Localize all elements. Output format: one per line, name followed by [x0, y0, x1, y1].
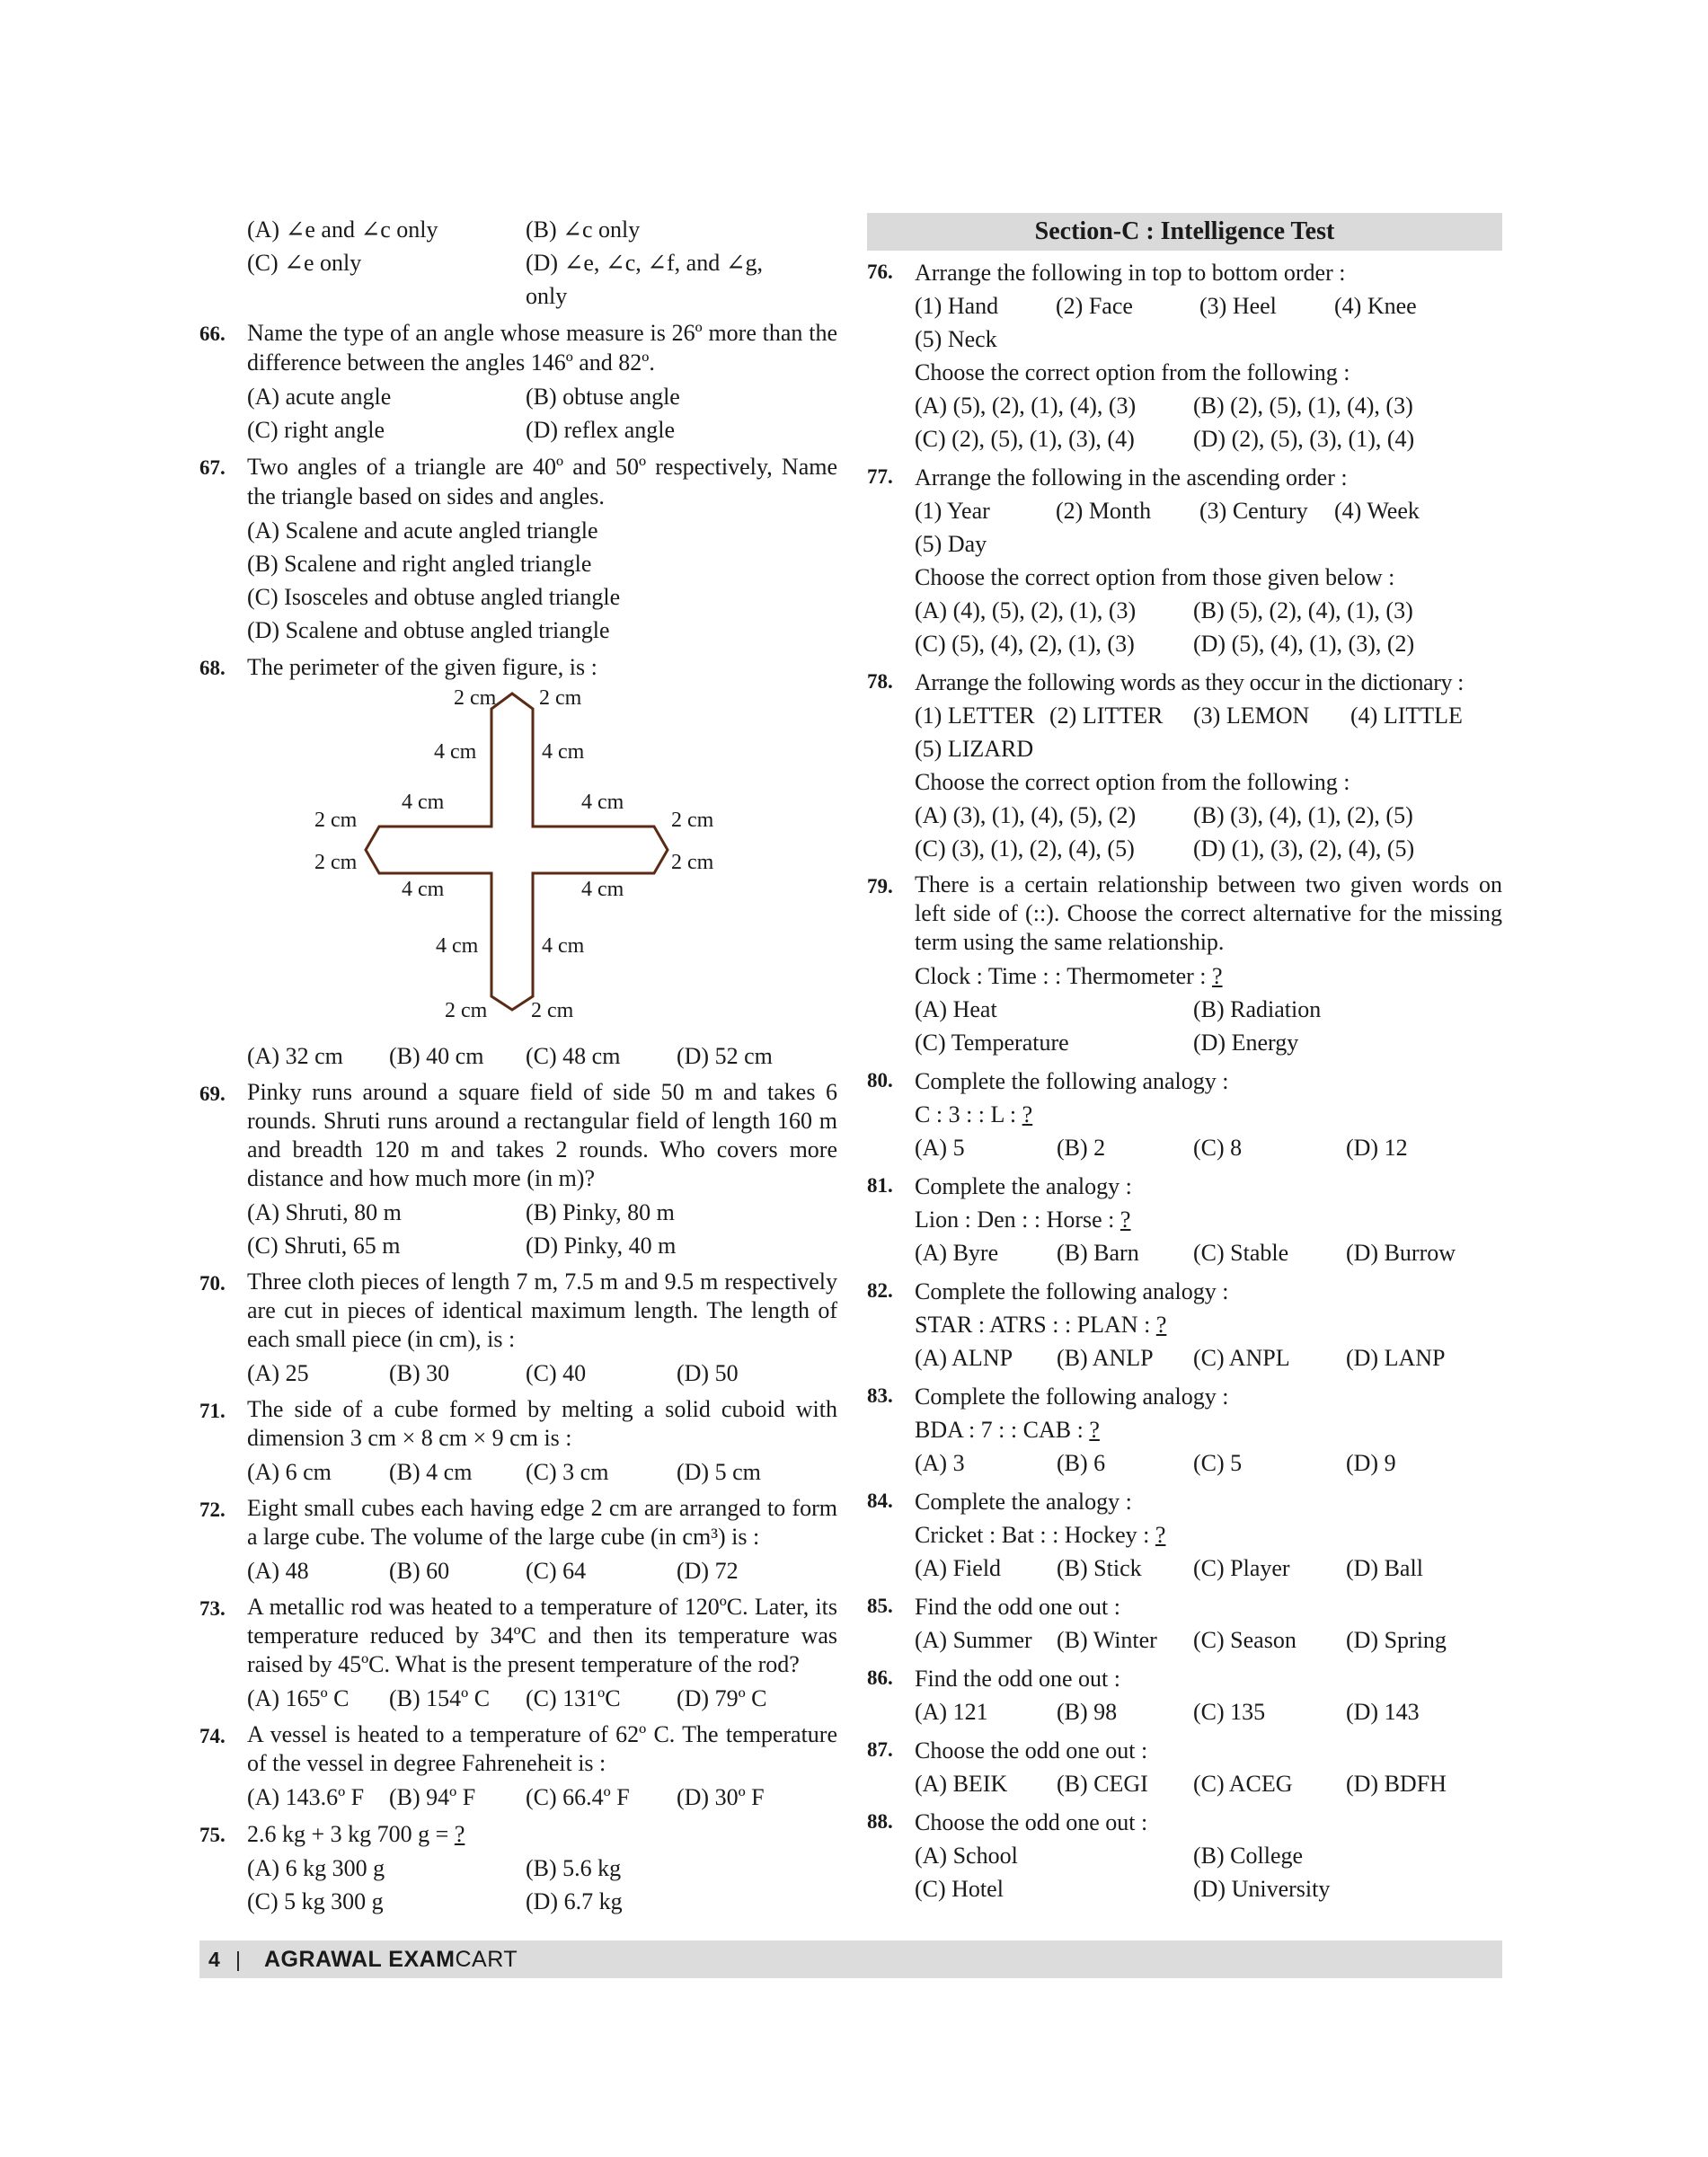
question-number: 88.	[867, 1810, 893, 1833]
option-d: (D) BDFH	[1346, 1771, 1447, 1797]
answer-blank: ?	[1022, 1101, 1033, 1127]
question-text: Complete the following analogy :	[915, 1278, 1229, 1304]
figure-label: 4 cm	[542, 740, 585, 764]
prompt-text: Clock : Time : : Thermometer :	[915, 963, 1213, 989]
answer-blank: ?	[1119, 1207, 1131, 1233]
footer-separator: |	[235, 1948, 241, 1971]
question-number: 84.	[867, 1490, 893, 1512]
option-a: (A) Summer	[915, 1627, 1032, 1653]
question-text: There is a certain relationship between two given words on left side of (::). Choose the correct alternative for the missing term using the same relationship.	[915, 871, 1502, 955]
question-number: 66.	[199, 323, 226, 345]
option-d: (D) Energy	[1193, 1030, 1299, 1056]
question-number: 74.	[199, 1725, 226, 1747]
option-b: (B) Winter	[1057, 1627, 1157, 1653]
question-number: 76.	[867, 261, 893, 283]
answer-blank: ?	[1155, 1312, 1167, 1338]
option-b: (B) 6	[1057, 1450, 1106, 1476]
option-b: (B) (5), (2), (4), (1), (3)	[1193, 597, 1413, 623]
option-a: (A) Scalene and acute angled triangle	[247, 517, 598, 544]
option-b: (B) 30	[389, 1360, 450, 1386]
option-a: (A) (3), (1), (4), (5), (2)	[915, 802, 1137, 828]
options	[915, 1623, 1502, 1657]
option-c: (C) Player	[1193, 1555, 1290, 1581]
item: (3) LEMON	[1193, 703, 1310, 729]
option-c: (C) (2), (5), (1), (3), (4)	[915, 426, 1135, 452]
question-text: Choose the odd one out :	[915, 1809, 1148, 1835]
option-a: (A) 6 kg 300 g	[247, 1855, 385, 1881]
question-77	[867, 461, 1502, 660]
option-c: (C) 48 cm	[526, 1043, 621, 1069]
item: (2) LITTER	[1049, 703, 1164, 729]
option-c: (C) 135	[1193, 1699, 1266, 1725]
option-c: (C) (3), (1), (2), (4), (5)	[915, 835, 1135, 862]
section-heading: Section-C : Intelligence Test	[867, 213, 1502, 251]
option-d: (D) 9	[1346, 1450, 1396, 1476]
answer-blank: ?	[1089, 1417, 1100, 1443]
option-a: (A) Shruti, 80 m	[247, 1199, 402, 1225]
option-b: (B) (2), (5), (1), (4), (3)	[1193, 393, 1413, 419]
question-text: Name the type of an angle whose measure is 26º more than the difference between the angles 146º and 82º.	[247, 320, 837, 376]
item: (3) Century	[1199, 498, 1308, 524]
page-number: 4	[208, 1948, 220, 1971]
prompt-text: Lion : Den : : Horse :	[915, 1207, 1120, 1233]
question-number: 86.	[867, 1666, 893, 1689]
option-c: (C) Stable	[1193, 1240, 1289, 1266]
option-a: (A) acute angle	[247, 384, 392, 410]
question-number: 85.	[867, 1595, 893, 1617]
option-a: (A) 32 cm	[247, 1043, 343, 1069]
option-d: (D) Ball	[1346, 1555, 1423, 1581]
option-d: (D) Burrow	[1346, 1240, 1456, 1266]
option-b: (B) Radiation	[1193, 996, 1322, 1022]
options	[247, 1781, 837, 1814]
options	[247, 1455, 837, 1489]
question-text: A vessel is heated to a temperature of 62º C. The temperature of the vessel in degree Fahreneheit is :	[247, 1721, 837, 1776]
analogy-prompt	[915, 1308, 1502, 1341]
question-number: 77.	[867, 465, 893, 488]
options	[915, 1695, 1502, 1728]
option-b: (B) 98	[1057, 1699, 1118, 1725]
item: (1) Year	[915, 498, 990, 524]
option-c: (C) (5), (4), (2), (1), (3)	[915, 631, 1135, 657]
option-c: (C) 5	[1193, 1450, 1243, 1476]
option-c: (C) 3 cm	[526, 1459, 609, 1485]
item: (1) Hand	[915, 293, 999, 319]
option-d: (D) 5 cm	[677, 1459, 761, 1485]
option-d: (D) 52 cm	[677, 1043, 773, 1069]
prompt-text: Cricket : Bat : : Hockey :	[915, 1522, 1155, 1548]
instruction: Choose the correct option from the following :	[915, 769, 1350, 795]
option-d: (D) 6.7 kg	[526, 1888, 623, 1914]
question-66	[199, 318, 837, 446]
option-d: (D) 79º C	[677, 1685, 767, 1711]
question-65-continued	[199, 213, 837, 313]
question-number: 81.	[867, 1174, 893, 1197]
answer-blank: ?	[1155, 1522, 1166, 1548]
item: (2) Face	[1056, 293, 1133, 319]
question-text	[247, 1819, 837, 1849]
option-a: (A) 5	[915, 1135, 965, 1161]
item: (4) Knee	[1334, 293, 1417, 319]
question-number: 68.	[199, 657, 226, 679]
question-86	[867, 1662, 1502, 1728]
option-b: (B) 5.6 kg	[526, 1855, 622, 1881]
options	[247, 213, 837, 313]
question-text: Find the odd one out :	[915, 1594, 1120, 1620]
question-text: Arrange the following in top to bottom order :	[915, 260, 1346, 286]
option-c: (C) 8	[1193, 1135, 1243, 1161]
question-80	[867, 1065, 1502, 1164]
options	[915, 594, 1502, 660]
question-number: 73.	[199, 1597, 226, 1620]
analogy-prompt	[915, 959, 1502, 993]
option-b: (B) Scalene and right angled triangle	[247, 551, 592, 577]
options	[247, 1682, 837, 1715]
brand-bold: AGRAWAL EXAM	[264, 1947, 456, 1972]
question-number: 83.	[867, 1384, 893, 1407]
analogy-prompt	[915, 1518, 1502, 1551]
options	[915, 1551, 1502, 1585]
question-71	[199, 1395, 837, 1489]
option-d: (D) 30º F	[677, 1784, 765, 1810]
option-d: (D) 12	[1346, 1135, 1408, 1161]
option-a: (A) Field	[915, 1555, 1002, 1581]
answer-blank: ?	[1212, 963, 1223, 989]
option-d: (D) Spring	[1346, 1627, 1447, 1653]
question-85	[867, 1590, 1502, 1657]
options	[247, 1357, 837, 1390]
option-a: (A) 3	[915, 1450, 965, 1476]
option-b: (B) Barn	[1057, 1240, 1139, 1266]
option-a: (A) ∠e and ∠c only	[247, 217, 438, 243]
figure-label: 2 cm	[671, 851, 714, 874]
option-b: (B) Stick	[1057, 1555, 1142, 1581]
option-a: (A) (4), (5), (2), (1), (3)	[915, 597, 1137, 623]
option-b: (B) 94º F	[389, 1784, 476, 1810]
question-text: Complete the analogy :	[915, 1173, 1132, 1199]
right-column	[867, 213, 1502, 1905]
option-c: (C) Isosceles and obtuse angled triangle	[247, 584, 621, 610]
item: (5) Neck	[915, 326, 997, 352]
option-a: (A) School	[915, 1843, 1018, 1869]
options	[915, 1767, 1502, 1800]
question-number: 71.	[199, 1400, 226, 1422]
option-c: (C) right angle	[247, 417, 385, 443]
option-a: (A) (5), (2), (1), (4), (3)	[915, 393, 1137, 419]
items	[915, 699, 1502, 765]
option-d: (D) 72	[677, 1558, 739, 1584]
options	[247, 1554, 837, 1587]
option-b: (B) CEGI	[1057, 1771, 1148, 1797]
question-expression: 2.6 kg + 3 kg 700 g =	[247, 1821, 455, 1847]
prompt-text: C : 3 : : L :	[915, 1101, 1022, 1127]
option-b: (B) 154º C	[389, 1685, 491, 1711]
option-c: (C) ANPL	[1193, 1345, 1290, 1371]
options	[915, 993, 1502, 1059]
option-d: (D) University	[1193, 1876, 1331, 1902]
question-text: Choose the odd one out :	[915, 1737, 1148, 1764]
question-72	[199, 1494, 837, 1587]
option-b: (B) 60	[389, 1558, 450, 1584]
analogy-prompt	[915, 1098, 1502, 1131]
option-a: (A) 48	[247, 1558, 309, 1584]
option-a: (A) Byre	[915, 1240, 999, 1266]
figure-label: 4 cm	[434, 740, 477, 764]
question-text: Pinky runs around a square field of side 50 m and takes 6 rounds. Shruti runs around a rectangular field of length 160 m and breadth 120 m and takes 2 rounds. Who covers more distance and how much more (in m)?	[247, 1079, 837, 1191]
question-text: Complete the following analogy :	[915, 1383, 1229, 1410]
question-text: Eight small cubes each having edge 2 cm are arranged to form a large cube. The volume of the large cube (in cm³) is :	[247, 1495, 837, 1550]
option-b: (B) 4 cm	[389, 1459, 473, 1485]
question-text: A metallic rod was heated to a temperature of 120ºC. Later, its temperature reduced by 34ºC and then its temperature was raised by 45ºC. What is the present temperature of the rod?	[247, 1594, 837, 1677]
analogy-prompt	[915, 1203, 1502, 1236]
question-83	[867, 1380, 1502, 1480]
option-a: (A) 143.6º F	[247, 1784, 365, 1810]
figure-label: 2 cm	[531, 999, 574, 1022]
question-number: 82.	[867, 1279, 893, 1302]
question-number: 70.	[199, 1272, 226, 1295]
option-d: (D) (5), (4), (1), (3), (2)	[1193, 631, 1415, 657]
figure-label: 4 cm	[581, 878, 624, 901]
question-67	[199, 452, 837, 647]
question-number: 80.	[867, 1069, 893, 1092]
option-d: (D) Pinky, 40 m	[526, 1233, 677, 1259]
figure-label: 2 cm	[314, 851, 358, 874]
question-number: 67.	[199, 456, 226, 479]
figure-label: 4 cm	[581, 791, 624, 814]
item: (2) Month	[1056, 498, 1152, 524]
option-d: (D) 143	[1346, 1699, 1420, 1725]
option-c: (C) Temperature	[915, 1030, 1069, 1056]
options	[247, 1196, 837, 1262]
question-68	[199, 652, 837, 1073]
option-d: (D) Scalene and obtuse angled triangle	[247, 617, 610, 643]
figure-label: 2 cm	[671, 809, 714, 832]
options	[915, 1341, 1502, 1375]
options	[915, 1839, 1502, 1905]
figure-label: 2 cm	[454, 686, 497, 710]
item: (3) Heel	[1199, 293, 1277, 319]
option-c: (C) 40	[526, 1360, 587, 1386]
question-number: 75.	[199, 1824, 226, 1846]
question-text: Find the odd one out :	[915, 1666, 1120, 1692]
question-text: The perimeter of the given figure, is :	[247, 654, 597, 680]
options	[915, 799, 1502, 865]
items	[915, 494, 1502, 561]
option-c: (C) 131ºC	[526, 1685, 621, 1711]
options	[915, 389, 1502, 455]
option-c: (C) 5 kg 300 g	[247, 1888, 384, 1914]
question-text: Complete the analogy :	[915, 1489, 1132, 1515]
question-79	[867, 871, 1502, 1059]
option-c: (C) 64	[526, 1558, 587, 1584]
options	[247, 1852, 837, 1918]
question-82	[867, 1275, 1502, 1375]
option-b: (B) (3), (4), (1), (2), (5)	[1193, 802, 1413, 828]
question-73	[199, 1593, 837, 1715]
options	[247, 380, 837, 446]
question-87	[867, 1734, 1502, 1800]
figure-label: 4 cm	[436, 934, 479, 958]
option-a: (A) ALNP	[915, 1345, 1013, 1371]
option-a: (A) 25	[247, 1360, 309, 1386]
brand-regular: CART	[455, 1947, 518, 1972]
page-footer	[199, 1940, 1502, 1978]
question-number: 87.	[867, 1738, 893, 1761]
option-d: (D) LANP	[1346, 1345, 1446, 1371]
option-d: (D) (2), (5), (3), (1), (4)	[1193, 426, 1415, 452]
question-number: 69.	[199, 1083, 226, 1105]
analogy-prompt	[915, 1413, 1502, 1446]
instruction: Choose the correct option from those given below :	[915, 564, 1395, 590]
question-text: Three cloth pieces of length 7 m, 7.5 m and 9.5 m respectively are cut in pieces of identical maximum length. The length of each small piece (in cm), is :	[247, 1269, 837, 1352]
question-number: 79.	[867, 875, 893, 897]
figure-label: 2 cm	[539, 686, 582, 710]
question-75	[199, 1819, 837, 1918]
item: (5) Day	[915, 531, 987, 557]
cross-outline	[366, 694, 668, 1010]
figure-label: 2 cm	[314, 809, 358, 832]
option-c: (C) Shruti, 65 m	[247, 1233, 401, 1259]
question-74	[199, 1720, 837, 1814]
question-81	[867, 1170, 1502, 1269]
question-84	[867, 1485, 1502, 1585]
cross-figure	[310, 685, 786, 1039]
question-text: Two angles of a triangle are 40º and 50º respectively, Name the triangle based on sides and angles.	[247, 454, 837, 509]
item: (4) LITTLE	[1350, 703, 1463, 729]
question-number: 78.	[867, 670, 893, 693]
figure-label: 4 cm	[542, 934, 585, 958]
question-text: Arrange the following in the ascending order :	[915, 464, 1348, 491]
option-d: (D) reflex angle	[526, 417, 676, 443]
option-a: (A) 6 cm	[247, 1459, 332, 1485]
item: (4) Week	[1334, 498, 1420, 524]
figure-label: 4 cm	[402, 878, 445, 901]
option-d: (D) 50	[677, 1360, 739, 1386]
option-b: (B) ∠c only	[526, 217, 641, 243]
question-69	[199, 1078, 837, 1262]
options	[915, 1236, 1502, 1269]
option-a: (A) 165º C	[247, 1685, 350, 1711]
question-text: Complete the following analogy :	[915, 1068, 1229, 1094]
options	[247, 1039, 837, 1073]
option-b: (B) 40 cm	[389, 1043, 484, 1069]
option-c: (C) ∠e only	[247, 250, 362, 276]
question-88	[867, 1806, 1502, 1905]
prompt-text: STAR : ATRS : : PLAN :	[915, 1312, 1156, 1338]
question-text: The side of a cube formed by melting a solid cuboid with dimension 3 cm × 8 cm × 9 cm is :	[247, 1396, 837, 1451]
options	[915, 1446, 1502, 1480]
left-column	[199, 213, 837, 1918]
item: (5) LIZARD	[915, 736, 1034, 762]
option-a: (A) Heat	[915, 996, 997, 1022]
question-number: 72.	[199, 1498, 226, 1521]
option-d: (D) (1), (3), (2), (4), (5)	[1193, 835, 1415, 862]
option-a: (A) 121	[915, 1699, 988, 1725]
instruction: Choose the correct option from the following :	[915, 359, 1350, 385]
option-c: (C) Hotel	[915, 1876, 1004, 1902]
question-78	[867, 666, 1502, 865]
item: (1) LETTER	[915, 703, 1035, 729]
question-76	[867, 256, 1502, 455]
option-a: (A) BEIK	[915, 1771, 1008, 1797]
prompt-text: BDA : 7 : : CAB :	[915, 1417, 1090, 1443]
option-b: (B) Pinky, 80 m	[526, 1199, 675, 1225]
option-d: (D) ∠e, ∠c, ∠f, and ∠g, only	[526, 250, 764, 309]
option-c: (C) ACEG	[1193, 1771, 1293, 1797]
figure-label: 4 cm	[402, 791, 445, 814]
option-b: (B) 2	[1057, 1135, 1106, 1161]
figure-label: 2 cm	[445, 999, 488, 1022]
question-text: Arrange the following words as they occur in the dictionary :	[915, 669, 1464, 695]
question-70	[199, 1268, 837, 1390]
option-b: (B) ANLP	[1057, 1345, 1154, 1371]
option-b: (B) obtuse angle	[526, 384, 680, 410]
option-b: (B) College	[1193, 1843, 1304, 1869]
answer-blank: ?	[454, 1821, 465, 1847]
option-c: (C) Season	[1193, 1627, 1296, 1653]
items	[915, 289, 1502, 356]
option-c: (C) 66.4º F	[526, 1784, 630, 1810]
publisher-logo	[264, 1947, 518, 1973]
options	[915, 1131, 1502, 1164]
